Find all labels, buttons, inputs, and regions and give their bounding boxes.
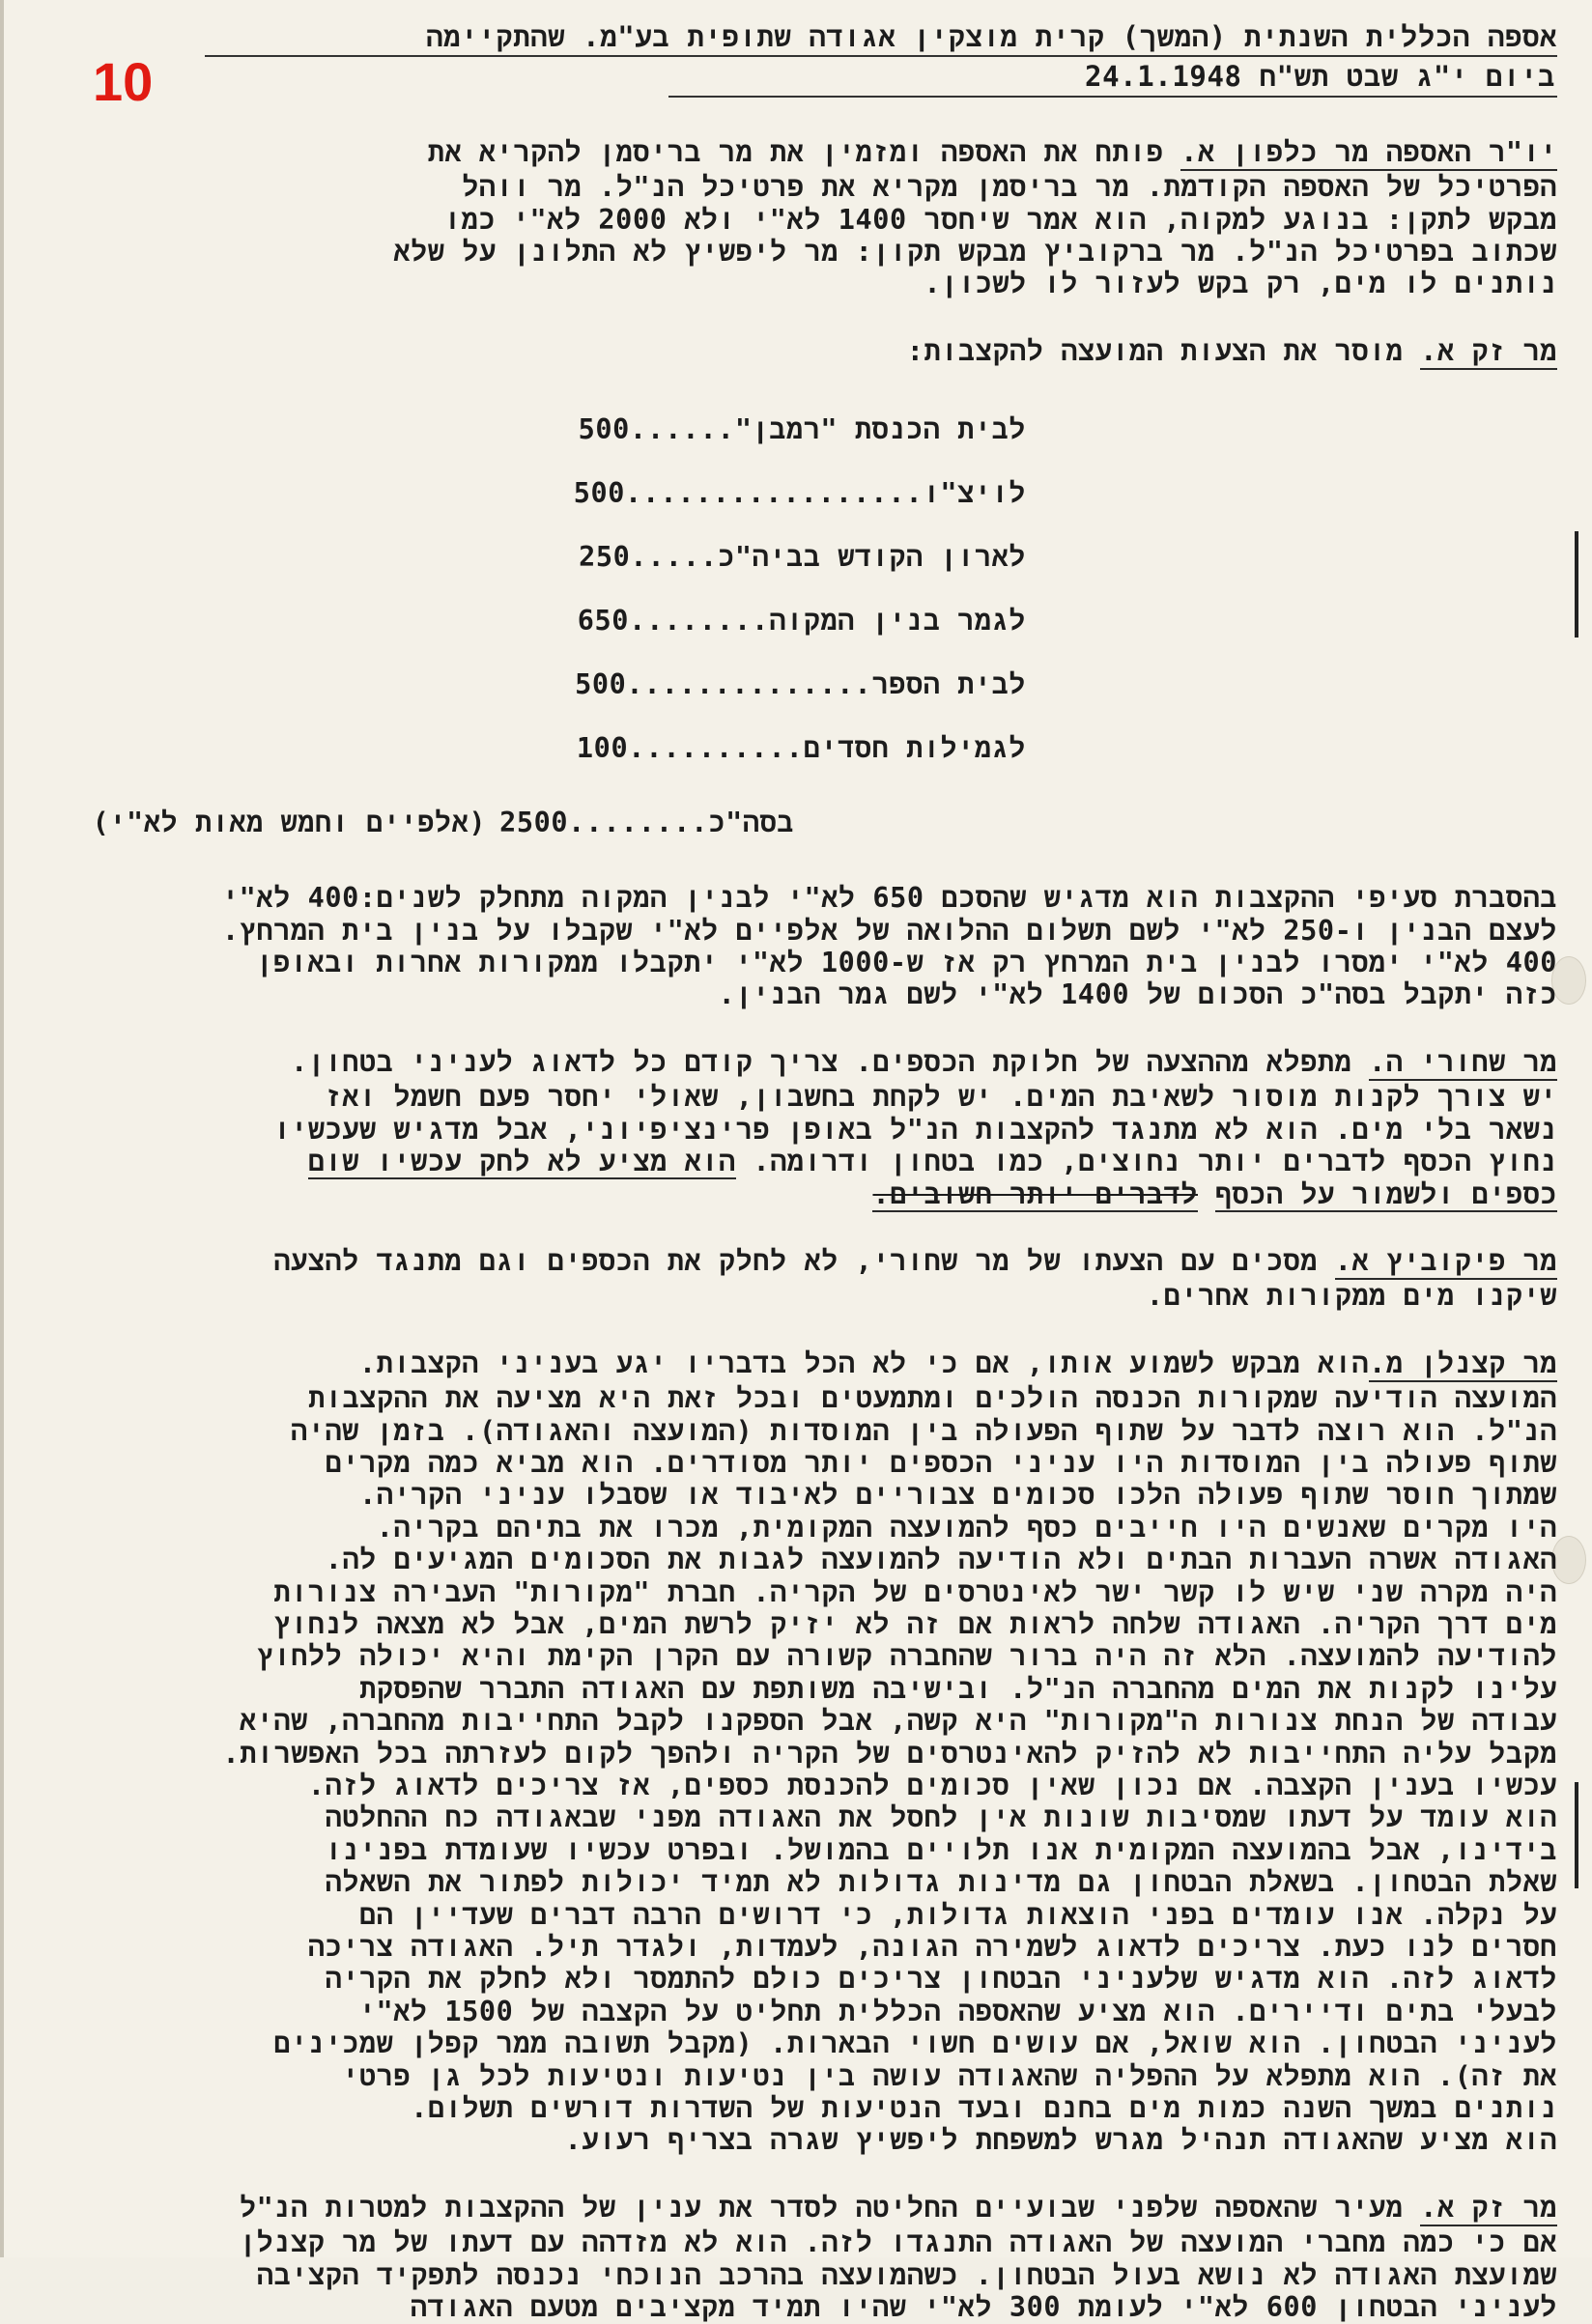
budget-intro: מר זק א. מוסר את הצעות המועצה להקצבות:: [29, 335, 1557, 370]
text-line: את זה). הוא מתפלא על ההפליה שהאגודה עושה בין נטיעות ונטיעות לכל גן פרטי: [342, 2059, 1557, 2092]
text-line: להודיעה להמועצה. הלא זה היה ברור שהחברה קשורה עם הקרן הקימת והיא יכולה ללחוץ: [256, 1640, 1557, 1673]
text-line: האגודה אשרה העברות הבתים ולא הודיעה להמועצה לגבות את הסכומים המגיעים לה.: [325, 1544, 1557, 1576]
text-line: מים דרך הקריה. האגודה שלחה לראות אם זה לא יזיק לרשת המים, אבל לא מצאה לנחוץ: [273, 1607, 1557, 1640]
shchori-section: מר שחורי ה. מתפלא מההצעה של חלוקת הכספים. צריך קודם כל לדאוג לעניני בטחון. יש צורך לקנות מוסור לשאיבת המים. יש לקחת בחשבון, שאולי יחסר פעם חשמל ואז נשאר בלי מים. הוא לא מתנגד להקצבות הנ"ל באופן פרינציפיוני, אבל מדגיש שעכשיו נחוץ הכסף לדברים יותר נחוצים, כמו בטחון ודרומה. הוא מציע לא לחק עכשיו שום כספים ולשמור על הכסף לדברים יותר חשובים.: [29, 1046, 1557, 1210]
margin-mark: [1565, 1782, 1578, 1888]
page-number: 10: [93, 51, 154, 112]
budget-total-label: בסה"כ: [708, 806, 794, 838]
text-line: המועצה הודיעה שמקורות הכנסה הולכים ומתמעטים ובכל זאת היא מציעה את ההקצבות: [308, 1382, 1557, 1415]
text-line: עבודה של הנחת צנורות ה"מקורות" היא קשה, אבל הספקנו לקבל התחייבות מהחברה, שהיא: [239, 1705, 1557, 1738]
title-rule: [205, 55, 1557, 57]
text-line: שכתוב בפרטיכל הנ"ל. מר ברקוביץ מבקש תקון: מר ליפשיץ לא התלונן על שלא: [393, 236, 1557, 269]
budget-amount: 500: [575, 667, 627, 700]
text-line: נשאר בלי מים. הוא לא מתנגד להקצבות הנ"ל באופן פרינציפיוני, אבל מדגיש שעכשיו: [273, 1113, 1557, 1146]
budget-row: לבית הספר .............. 500: [575, 667, 1026, 700]
text-line: בהסברת סעיפי ההקצבות הוא מדגיש שהסכם 650 לא"י לבנין המקוה מתחלק לשנים:400 לא"י: [221, 882, 1557, 915]
speaker-name: יו"ר האספה מר כלפון א.: [1180, 136, 1557, 171]
text-line: הוא עומד על דעתו שמסיבות שונות אין לחסל את האגודה מפני שבאגודה כח ההחלטה: [325, 1801, 1557, 1834]
katznelson-section: מר קצנלן מ.הוא מבקש לשמוע אותו, אם כי לא הכל בדבריו יגע בעניני הקצבות. המועצה הודיעה שמקורות הכנסה הולכים ומתמעטים ובכל זאת היא מציעה את ההקצבות הנ"ל. הוא רוצה לדבר על שתוף הפעולה בין המוסדות (המועצה והאגודה). בזמן שהיה שתוף פעולה בין המוסדות היו עניני הכספים יותר מסודרים. הוא מביא כמה מקרים שמתוך חוסר שתוף פעולה הלכו סכומים צבוריים לאיבוד או שסבלו עניני הקריה. היו מקרים שאנשים היו חייבים כסף להמועצה המקומית, מכרו את בתיהם בקריה. האגודה אשרה העברות הבתים ולא הודיעה להמועצה לגבות את הסכומים המגיעים לה. היה מקרה שני שיש לו קשר ישר לאינטרסים של הקריה. חברת "מקורות" העבירה צנורות מים דרך הקריה. האגודה שלחה לראות אם זה לא יזיק לרשת המים, אבל לא מצאה לנחוץ להודיעה להמועצה. הלא זה היה ברור שהחברה קשורה עם הקרן הקימת והיא יכולה ללחוץ עלינו לקנות את המים מהחברה הנ"ל. ובישיבה משותפת עם האגודה התברר שהפסקת עבודה של הנחת צנורות ה"מקורות" היא קשה, אבל הספקנו לקבל התחייבות מהחברה, שהיא מקבל עליה התחייבות לא להזיק להאינטרסים של הקריה ולהפך לקום לעזרתה בכל האפשרות. עכשיו בענין הקצבה. אם נכון שאין סכומים להכנסת כספים, אז צריכים לדאוג לזה. הוא עומד על דעתו שמסיבות שונות אין לחסל את האגודה מפני שבאגודה כח ההחלטה בידינו, אבל בהמועצה המקומית אנו תלויים בהמושל. ובפרט עכשיו שעומדת בפנינו שאלת הבטחון. בשאלת הבטחון גם מדינות גדולות לא תמיד יכולות לפתור את השאלה על נקלה. אנו עומדים בפני הוצאות גדולות, כי דרושים הרבה דברים שעדיין הם חסרים לנו כעת. צריכים לדאוג לשמירה הגונה, לעמדות, ולגדר תיל. האגודה צריכה לדאוג לזה. הוא מדגיש שלעניני הבטחון צריכים כולם להתמסר ולא לחלק את הקריה לבעלי בתים ודיירים. הוא מציע שהאספה הכללית תחליט על הקצבה של 1500 לא"י לעניני הבטחון. הוא שואל, אם עושים חשוי הבארות. (מקבל תשובה ממר קפלן שמכינים את זה). הוא מתפלא על ההפליה שהאגודה עושה בין נטיעות ונטיעות לכל גן פרטי נותנים במשך השנה כמות מים בחנם ובעד הנטיעות של השדרות דורשים תשלום. הוא מציע שהאגודה תנהיל מגרש למשפחת ליפשיץ שגרה בצריף רעוע.: [29, 1347, 1557, 2157]
text-line: מקבל עליה התחייבות לא להזיק להאינטרסים של הקריה ולהפך לקום לעזרתה בכל האפשרות.: [222, 1737, 1557, 1770]
text-line: נותנים לו מים, רק בקש לעזור לו לשכון.: [924, 268, 1557, 300]
text-line: הפרטיכל של האספה הקודמת. מר בריסמן מקריא את פרטיכל הנ"ל. מר ווהל: [462, 171, 1557, 204]
typed-minutes: [29, 10, 1557, 2324]
opening-first-line: יו"ר האספה מר כלפון א. פותח את האספה ומזמין את מר בריסמן להקריא את: [29, 136, 1557, 171]
speaker-name: מר זק א.: [1420, 335, 1557, 370]
budget-label: לארון הקודש בביה"כ: [718, 540, 1026, 573]
explanation-section: [29, 882, 1557, 1011]
text-line: על נקלה. אנו עומדים בפני הוצאות גדולות, כי דרושים הרבה דברים שעדיין הם: [359, 1898, 1557, 1931]
text-line: לדאוג לזה. הוא מדגיש שלעניני הבטחון צריכים כולם להתמסר ולא לחלק את הקריה: [325, 1963, 1557, 1996]
text-line: לעצם הבנין ו-250 לא"י לשם תשלום ההלואה של אלפיים לא"י שקבלו על בנין בית המרחץ.: [221, 914, 1557, 947]
text-line: אם כי כמה מחברי המועצה של האגודה התנגדו לזה. הוא לא מזדהה עם דעתו של מר קצנלן: [239, 2226, 1557, 2259]
margin-mark: [1565, 531, 1578, 638]
budget-row: לגמר בנין המקוה ........ 650: [577, 604, 1026, 637]
speaker-name: מר פיקוביץ א.: [1335, 1245, 1557, 1280]
text-line: עלינו לקנות את המים מהחברה הנ"ל. ובישיבה משותפת עם האגודה התברר שהפסקת: [359, 1672, 1557, 1705]
text-line: מבקש לתקן: בנוגע למקוה, הוא אמר שיחסר 1400 לא"י ולא 2000 לא"י כמו: [443, 203, 1557, 236]
text-line: יש צורך לקנות מוסור לשאיבת המים. יש לקחת בחשבון, שאולי יחסר פעם חשמל ואז: [325, 1081, 1557, 1114]
budget-row: לויצ"ו ................. 500: [573, 476, 1026, 509]
text-line: שאלת הבטחון. בשאלת הבטחון גם מדינות גדולות לא תמיד יכולות לפתור את השאלה: [325, 1866, 1557, 1899]
opening-section: [29, 136, 1557, 300]
text-line: לבעלי בתים ודיירים. הוא מציע שהאספה הכללית תחליט על הקצבה של 1500 לא"י: [358, 1995, 1557, 2027]
text-line: שמועצת האגודה לא נושא בעול הבטחון. כשהמועצה בהרכב הנוכחי נכנסה לתפקיד הקציבה: [256, 2258, 1557, 2291]
speaker-name: מר זק א.: [1420, 2192, 1557, 2226]
text-line: שיקנו מים ממקורות אחרים.: [1146, 1280, 1557, 1313]
text-line: שמתוך חוסר שתוף פעולה הלכו סכומים צבוריים לאיבוד או שסבלו עניני הקריה.: [359, 1479, 1557, 1512]
text-line: הנ"ל. הוא רוצה לדבר על שתוף הפעולה בין המוסדות (המועצה והאגודה). בזמן שהיה: [291, 1414, 1557, 1447]
zak-response-section: מר זק א. מעיר שהאספה שלפני שבועיים החליטה לסדר את ענין של ההקצבות למטרות הנ"ל אם כי כמה מחברי המועצה של האגודה התנגדו לזה. הוא לא מזדהה עם דעתו של מר קצנלן שמועצת האגודה לא נושא בעול הבטחון. כשהמועצה בהרכב הנוכחי נכנסה לתפקיד הקציבה לעניני הבטחון 600 לא"י לעומת 300 לא"י שהיו תמיד מקציבים מטעם האגודה: [29, 2192, 1557, 2324]
text-line: כזה יתקבל בסה"כ הסכום של 1400 לא"י לשם גמר הבנין.: [718, 978, 1557, 1011]
document-title: [29, 21, 1557, 98]
budget-label: לויצ"ו: [923, 476, 1026, 509]
pikovitz-section: מר פיקוביץ א. מסכים עם הצעתו של מר שחורי, לא לחלק את הכספים וגם מתנגד להצעה שיקנו מים ממקורות אחרים.: [29, 1245, 1557, 1313]
budget-amount: 500: [578, 412, 630, 445]
budget-row: לארון הקודש בביה"כ ..... 250: [579, 540, 1026, 573]
text-line: נותנים במשך השנה כמות מים בחנם ובעד הנטיעות של השדרות דורשים תשלום.: [411, 2092, 1557, 2125]
title-rule: [668, 96, 1557, 98]
text-line: חסרים לנו כעת. צריכים לדאוג לשמירה הגונה, לעמדות, ולגדר תיל. האגודה צריכה: [307, 1931, 1557, 1964]
title-date-line: ביום י"ג שבט תש"ח 24.1.1948: [1085, 60, 1555, 94]
text-line: הוא מציע שהאגודה תנהיל מגרש למשפחת ליפשיץ שגרה בצריף רעוע.: [564, 2124, 1557, 2157]
text-line: בידינו, אבל בהמועצה המקומית אנו תלויים בהמושל. ובפרט עכשיו שעומדת בפנינו: [325, 1833, 1557, 1866]
struck-text: לדברים יותר חשובים.: [872, 1177, 1198, 1210]
budget-label: לבית הספר: [871, 667, 1026, 700]
budget-total: בסה"כ ........ 2500 (אלפיים וחמש מאות לא"י): [92, 806, 794, 838]
text-line: לעניני הבטחון 600 לא"י לעומת 300 לא"י שהיו תמיד מקציבים מטעם האגודה: [410, 2291, 1557, 2324]
budget-label: לבית הכנסת "רמבן": [734, 412, 1026, 445]
speaker-name: מר שחורי ה.: [1369, 1046, 1557, 1081]
budget-label: לגמר בנין המקוה: [769, 604, 1026, 637]
budget-row: לבית הכנסת "רמבן" ...... 500: [578, 412, 1026, 445]
budget-amount: 250: [579, 540, 631, 573]
text-line: היו מקרים שאנשים היו חייבים כסף להמועצה המקומית, מכרו את בתיהם בקריה.: [376, 1511, 1557, 1544]
budget-total-amount: 2500: [499, 806, 569, 838]
text-line: שתוף פעולה בין המוסדות היו עניני הכספים יותר מסודרים. הוא מביא כמה מקרים: [325, 1446, 1557, 1479]
budget-total-words: (אלפיים וחמש מאות לא"י): [92, 806, 487, 838]
text-line: 400 לא"י ימסרו לבנין בית המרחץ רק אז ש-1000 לא"י יתקבלו ממקורות אחרות ובאופן: [256, 947, 1557, 979]
budget-row: לגמילות חסדים .......... 100: [576, 731, 1026, 764]
text-line: עכשיו בענין הקצבה. אם נכון שאין סכומים להכנסת כספים, אז צריכים לדאוג לזה.: [307, 1770, 1557, 1801]
budget-amount: 100: [576, 731, 629, 764]
text-line: לעניני הבטחון. הוא שואל, אם עושים חשוי הבארות. (מקבל תשובה ממר קפלן שמכינים: [273, 2027, 1557, 2060]
text-line: היה מקרה שני שיש לו קשר ישר לאינטרסים של הקריה. חברת "מקורות" העבירה צנורות: [273, 1575, 1557, 1608]
speaker-name: מר קצנלן מ.: [1369, 1347, 1557, 1382]
budget-list: [29, 397, 1557, 851]
budget-label: לגמילות חסדים: [803, 731, 1026, 764]
title-line: אספה הכללית השנתית (המשך) קרית מוצקין אגודה שתופית בע"מ. שהתקיימה: [426, 20, 1557, 53]
budget-amount: 500: [573, 476, 626, 509]
budget-amount: 650: [577, 604, 630, 637]
underlined-proposal: הוא מציע לא לחק עכשיו שום: [307, 1146, 736, 1178]
